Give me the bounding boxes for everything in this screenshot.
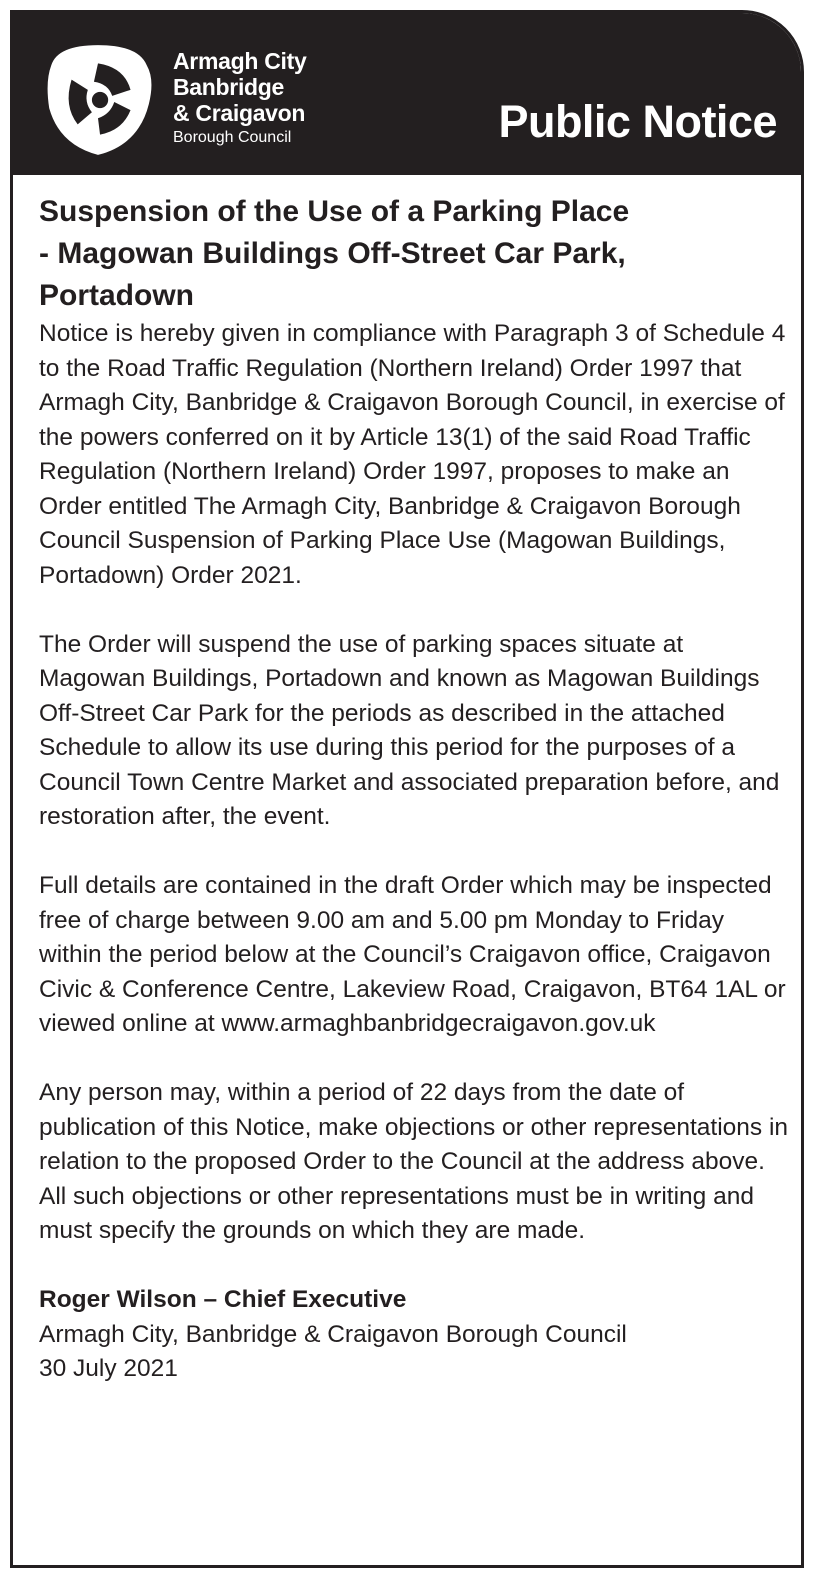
notice-title-line-1: Suspension of the Use of a Parking Place <box>39 195 630 228</box>
notice-title-line-3: Portadown <box>39 279 194 312</box>
notice-date: 30 July 2021 <box>39 1355 178 1382</box>
notice-header <box>13 13 801 175</box>
council-name-line-2: Banbridge <box>173 74 285 100</box>
paragraph-compliance: Notice is hereby given in compliance with Paragraph 3 of Schedule 4 to the Road Traffic Regulation (Northern Ireland) Order 1997 that Armagh City, Banbridge & Craigavon Borough Council, in exercise of the powers conferred on it by Article 13(1) of the said Road Traffic Regulation (Northern Ireland) Order 1997, proposes to make an Order entitled The Armagh City, Banbridge & Craigavon Borough Council Suspension of Parking Place Use (Magowan Buildings, Portadown) Order 2021. <box>39 320 786 589</box>
notice-title <box>39 191 789 317</box>
public-notice-panel <box>10 10 804 1568</box>
paragraph-inspection: Full details are contained in the draft Order which may be inspected free of charge between 9.00 am and 5.00 pm Monday to Friday within the period below at the Council’s Craigavon office, Craigavon Civic & Conference Centre, Lakeview Road, Craigavon, BT64 1AL or viewed online at www.armaghbanbridgecraigavon.gov.uk <box>39 872 786 1037</box>
council-name-line-1: Armagh City <box>173 48 307 74</box>
notice-body <box>39 191 789 1387</box>
public-notice-label: Public Notice <box>498 96 777 147</box>
council-subtitle: Borough Council <box>173 129 292 146</box>
council-name-line-3: & Craigavon <box>173 100 306 126</box>
paragraph-suspension: The Order will suspend the use of parking spaces situate at Magowan Buildings, Portadown and known as Magowan Buildings Off-Street Car Park for the periods as described in the attached Schedule to allow its use during this period for the purposes of a Council Town Centre Market and associated preparation before, and restoration after, the event. <box>39 630 780 830</box>
notice-title-line-2: - Magowan Buildings Off-Street Car Park, <box>39 237 626 270</box>
council-logo-icon <box>37 39 159 161</box>
council-name <box>173 48 306 150</box>
paragraph-objections: Any person may, within a period of 22 days from the date of publication of this Notice, make objections or other representations in relation to the proposed Order to the Council at the address above. All such objections or other representations must be in writing and must specify the grounds on which they are made. <box>39 1079 789 1244</box>
signatory-name: Roger Wilson – Chief Executive <box>39 1286 407 1313</box>
signatory-organisation: Armagh City, Banbridge & Craigavon Borough Council <box>39 1320 627 1348</box>
